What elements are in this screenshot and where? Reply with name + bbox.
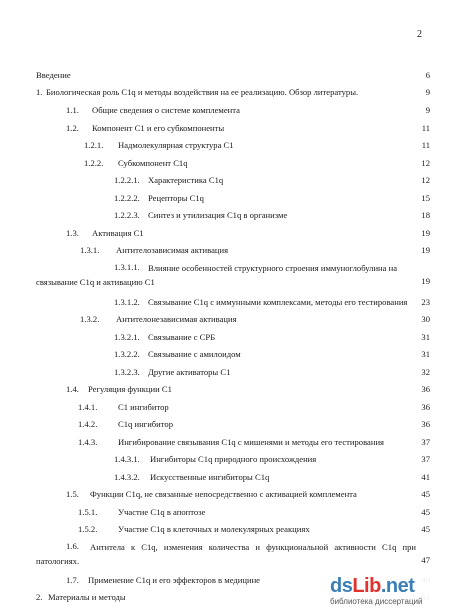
toc-entry-page: 11 bbox=[421, 123, 430, 133]
toc-entry-page: 45 bbox=[421, 507, 430, 517]
toc-entry-page: 30 bbox=[421, 314, 430, 324]
toc-entry-number: 1.5. bbox=[66, 489, 79, 499]
logo-ds: ds bbox=[330, 575, 353, 597]
toc-entry-number: 1.2.2.3. bbox=[114, 210, 140, 220]
toc-entry-1-2-2-2[interactable] bbox=[36, 192, 430, 204]
dslib-watermark bbox=[326, 575, 444, 611]
toc-entry-page: 19 bbox=[421, 245, 430, 255]
watermark-subtitle: библиотека диссертаций bbox=[330, 597, 423, 606]
toc-entry-number: 1.4.3.1. bbox=[114, 454, 140, 464]
toc-entry-number: 1.2. bbox=[66, 123, 79, 133]
toc-entry-page: 12 bbox=[421, 175, 430, 185]
toc-entry-1-2[interactable] bbox=[36, 122, 430, 134]
toc-entry-title: С1 ингибитор bbox=[118, 402, 169, 412]
toc-entry-intro[interactable] bbox=[36, 69, 430, 81]
toc-entry-title: Антитела к С1q, изменения количества и функциональной активности С1q при патологиях. bbox=[36, 542, 416, 566]
toc-entry-1-1[interactable] bbox=[36, 104, 430, 116]
toc-entry-1-5-2[interactable] bbox=[36, 523, 430, 535]
toc-entry-page: 12 bbox=[421, 158, 430, 168]
toc-entry-title: Искусственные ингибиторы С1q bbox=[150, 472, 270, 482]
toc-entry-page: 11 bbox=[421, 140, 430, 150]
toc-entry-page: 36 bbox=[421, 402, 430, 412]
toc-entry-1[interactable] bbox=[36, 86, 430, 98]
toc-entry-1-4[interactable] bbox=[36, 383, 430, 395]
toc-entry-1-4-2[interactable] bbox=[36, 418, 430, 430]
toc-entry-title: Ингибиторы С1q природного происхождения bbox=[150, 454, 317, 464]
toc-entry-number: 1.4.1. bbox=[78, 402, 98, 412]
toc-entry-1-3-2-2[interactable] bbox=[36, 348, 430, 360]
toc-entry-title: Компонент С1 и его субкомпоненты bbox=[92, 123, 225, 133]
toc-entry-page: 31 bbox=[421, 349, 430, 359]
toc-entry-page: 36 bbox=[421, 419, 430, 429]
toc-entry-number: 1. bbox=[36, 87, 43, 97]
toc-entry-number: 1.3.1.1. bbox=[114, 262, 140, 272]
page-number: 2 bbox=[417, 29, 422, 40]
toc-entry-page: 41 bbox=[421, 472, 430, 482]
toc-entry-title: Синтез и утилизация С1q в организме bbox=[148, 210, 288, 220]
toc-entry-number: 1.3. bbox=[66, 228, 79, 238]
toc-entry-1-3-2-3[interactable] bbox=[36, 366, 430, 378]
toc-entry-title: Субкомпонент С1q bbox=[118, 158, 188, 168]
toc-entry-title: Рецепторы С1q bbox=[148, 193, 204, 203]
toc-entry-page: 15 bbox=[421, 193, 430, 203]
toc-entry-1-4-3-1[interactable] bbox=[36, 453, 430, 465]
toc-entry-title: Антителонезависимая активация bbox=[116, 314, 237, 324]
toc-entry-title: Активация С1 bbox=[92, 228, 144, 238]
toc-entry-page: 19 bbox=[421, 276, 430, 286]
toc-entry-page: 32 bbox=[421, 367, 430, 377]
toc-entry-1-3-2[interactable] bbox=[36, 313, 430, 325]
toc-entry-page: 19 bbox=[421, 228, 430, 238]
toc-entry-1-3[interactable] bbox=[36, 227, 430, 239]
toc-entry-title: Антителозависимая активация bbox=[116, 245, 229, 255]
toc-entry-number: 1.4.3.2. bbox=[114, 472, 140, 482]
toc-entry-number: 1.6. bbox=[66, 541, 79, 551]
toc-entry-number: 1.2.1. bbox=[84, 140, 104, 150]
toc-entry-title: Связывание с СРБ bbox=[148, 332, 216, 342]
toc-entry-number: 1.4.3. bbox=[78, 437, 98, 447]
toc-entry-number: 1.4.2. bbox=[78, 419, 98, 429]
toc-entry-number: 1.3.1. bbox=[80, 245, 100, 255]
toc-entry-number: 1.3.2.3. bbox=[114, 367, 140, 377]
toc-entry-1-4-1[interactable] bbox=[36, 401, 430, 413]
toc-entry-1-2-2-3[interactable] bbox=[36, 209, 430, 221]
toc-entry-title: Связывание с амилоидом bbox=[148, 349, 241, 359]
toc-entry-title: Функции С1q, не связанные непосредственно с активацией комплемента bbox=[90, 489, 357, 499]
toc-entry-number: 1.3.1.2. bbox=[114, 297, 140, 307]
toc-entry-label: Введение bbox=[36, 70, 71, 80]
toc-entry-title: Биологическая роль С1q и методы воздействия на ее реализацию. Обзор литературы. bbox=[46, 87, 359, 97]
toc-entry-page: 37 bbox=[421, 437, 430, 447]
toc-entry-page: 37 bbox=[421, 454, 430, 464]
toc-entry-title: Общие сведения о системе комплемента bbox=[92, 105, 240, 115]
toc-entry-page: 45 bbox=[421, 524, 430, 534]
toc-entry-1-6[interactable] bbox=[36, 540, 430, 570]
toc-entry-title: Регуляция функции С1 bbox=[88, 384, 172, 394]
toc-entry-title: Влияние особенностей структурного строения иммуноглобулина на связывание С1q и активацию С1 bbox=[36, 263, 398, 287]
toc-entry-title: Ингибирование связывания С1q с мишенями и методы его тестирования bbox=[118, 437, 385, 447]
toc-entry-number: 1.2.2.2. bbox=[114, 193, 140, 203]
toc-entry-title: Характеристика С1q bbox=[148, 175, 224, 185]
toc-entry-1-5[interactable] bbox=[36, 488, 430, 500]
toc-entry-number: 1.5.2. bbox=[78, 524, 98, 534]
toc-entry-title: Участие С1q в клеточных и молекулярных реакциях bbox=[118, 524, 310, 534]
toc-entry-1-5-1[interactable] bbox=[36, 506, 430, 518]
toc-entry-title: Связывание С1q с иммунными комплексами, методы его тестирования bbox=[148, 297, 408, 307]
toc-entry-title: Надмолекулярная структура С1 bbox=[118, 140, 234, 150]
toc-entry-title: Применение С1q и его эффекторов в медицине bbox=[88, 575, 260, 585]
toc-entry-1-3-1-1[interactable] bbox=[36, 261, 430, 291]
toc-entry-page: 6 bbox=[425, 70, 430, 80]
toc-entry-number: 1.7. bbox=[66, 575, 79, 585]
toc-entry-1-3-1[interactable] bbox=[36, 244, 430, 256]
toc-entry-title: С1q ингибитор bbox=[118, 419, 174, 429]
toc-entry-title: Участие С1q в апоптозе bbox=[118, 507, 206, 517]
toc-entry-number: 1.3.2.2. bbox=[114, 349, 140, 359]
toc-entry-1-2-2-1[interactable] bbox=[36, 174, 430, 186]
toc-entry-1-3-2-1[interactable] bbox=[36, 331, 430, 343]
toc-entry-1-2-1[interactable] bbox=[36, 139, 430, 151]
toc-entry-number: 2. bbox=[36, 592, 43, 602]
toc-entry-number: 1.2.2.1. bbox=[114, 175, 140, 185]
toc-entry-page: 9 bbox=[425, 105, 430, 115]
logo-net: .net bbox=[380, 575, 415, 597]
dslib-logo bbox=[330, 575, 414, 598]
toc-entry-page: 9 bbox=[425, 87, 430, 97]
toc-entry-title: Материалы и методы bbox=[48, 592, 126, 602]
toc-entry-page: 31 bbox=[421, 332, 430, 342]
toc-entry-page: 36 bbox=[421, 384, 430, 394]
logo-lib: Lib bbox=[352, 575, 381, 597]
toc-entry-1-4-3[interactable] bbox=[36, 436, 430, 448]
toc-entry-page: 47 bbox=[421, 555, 430, 565]
toc-entry-1-2-2[interactable] bbox=[36, 157, 430, 169]
toc-entry-number: 1.4. bbox=[66, 384, 79, 394]
toc-entry-number: 1.1. bbox=[66, 105, 79, 115]
toc-entry-page: 23 bbox=[421, 297, 430, 307]
toc-entry-page: 45 bbox=[421, 489, 430, 499]
toc-entry-number: 1.5.1. bbox=[78, 507, 98, 517]
toc-entry-number: 1.3.2.1. bbox=[114, 332, 140, 342]
toc-entry-number: 1.3.2. bbox=[80, 314, 100, 324]
toc-entry-page: 18 bbox=[421, 210, 430, 220]
toc-entry-number: 1.2.2. bbox=[84, 158, 104, 168]
toc-entry-1-3-1-2[interactable] bbox=[36, 296, 430, 308]
toc-entry-title: Другие активаторы С1 bbox=[148, 367, 231, 377]
toc-entry-1-4-3-2[interactable] bbox=[36, 471, 430, 483]
